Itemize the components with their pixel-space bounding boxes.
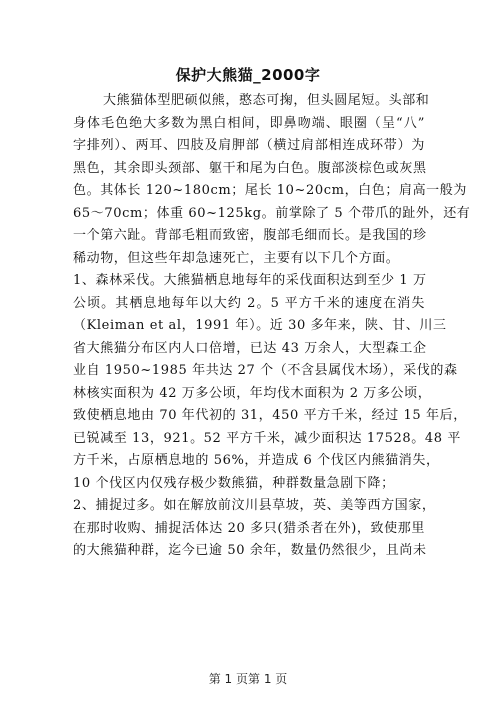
text-line: （Kleiman et al，1991 年）。近 30 多年来，陕、甘、川三 bbox=[73, 318, 447, 333]
text-line: 一个第六趾。背部毛粗而致密，腹部毛细而长。是我国的珍 bbox=[73, 228, 427, 243]
text-line: 字排列）、两耳、四肢及肩胛部（横过肩部相连成环带）为 bbox=[73, 138, 425, 153]
document-body bbox=[73, 90, 471, 563]
text-line: 公顷。其栖息地每年以大约 2。5 平方千米的速度在消失 bbox=[73, 295, 425, 311]
text-line: 大熊猫体型肥硕似熊，憨态可掬，但头圆尾短。头部和 bbox=[103, 93, 430, 108]
text-line: 色。其体长 120~180cm；尾长 10~20cm，白色；肩高一般为 bbox=[73, 183, 467, 198]
text-line: 1、森林采伐。大熊猫栖息地每年的采伐面积达到至少 1 万 bbox=[73, 273, 427, 288]
document-title: 保护大熊猫_2000字 bbox=[175, 66, 321, 84]
text-line: 林核实面积为 42 万多公顷，年均伐木面积为 2 万多公顷， bbox=[73, 385, 432, 401]
text-line: 黑色，其余即头颈部、躯干和尾为白色。腹部淡棕色或灰黑 bbox=[73, 160, 427, 176]
text-line: 致使栖息地由 70 年代初的 31，450 平方千米，经过 15 年后， bbox=[73, 408, 467, 423]
text-line: 省大熊猫分布区内人口倍增，已达 43 万余人，大型森工企 bbox=[73, 340, 427, 356]
text-line: 已锐减至 13，921。52 平方千米，减少面积达 17528。48 平 bbox=[73, 430, 461, 446]
text-line: 65～70cm；体重 60~125kg。前掌除了 5 个带爪的趾外，还有 bbox=[73, 205, 471, 221]
text-line: 方千米，占原栖息地的 56%，并造成 6 个伐区内熊猫消失， bbox=[73, 453, 440, 468]
text-line: 稀动物，但这些年却急速死亡，主要有以下几个方面。 bbox=[73, 250, 400, 266]
text-line: 业自 1950~1985 年共达 27 个（不含县属伐木场），采伐的森 bbox=[73, 363, 458, 378]
text-line: 2、捕捉过多。如在解放前汶川县草坡，英、美等西方国家， bbox=[73, 498, 436, 513]
page-footer: 第 1 页第 1 页 bbox=[208, 672, 288, 686]
text-line: 在那时收购、捕捉活体达 20 多只(猎杀者在外)，致使那里 bbox=[73, 520, 425, 536]
text-line: 10 个伐区内仅残存极少数熊猫，种群数量急剧下降； bbox=[73, 475, 395, 491]
text-line: 的大熊猫种群，迄今已逾 50 余年，数量仍然很少，且尚未 bbox=[73, 543, 427, 558]
text-line: 身体毛色绝大多数为黑白相间，即鼻吻端、眼圈（呈“八” bbox=[73, 115, 425, 131]
